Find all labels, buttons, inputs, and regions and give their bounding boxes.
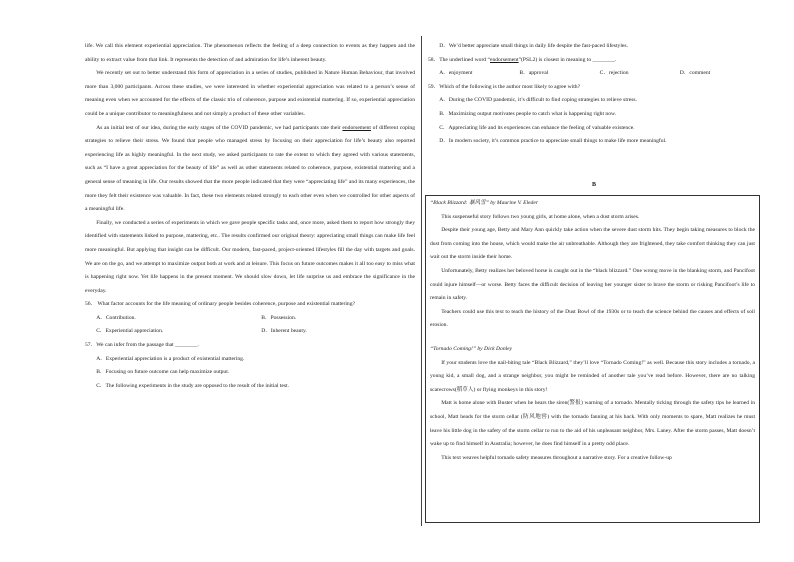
question-56-stem: 56． What factor accounts for the life meaning of ordinary people besides coherence, purpose and existential mattering? — [85, 301, 356, 308]
book-2-paragraph-3: This text weaves helpful tornado safety measures throughout a narrative story. For a creative follow-up — [441, 454, 672, 461]
underlined-word: endorsement — [342, 124, 371, 131]
passage-paragraph-3 — [85, 122, 415, 217]
spacer — [430, 333, 755, 343]
book-2-paragraph-1: If your students love the nail-biting tale “Black Blizzard,” they’ll love “Tornado Coming!” as well. Because this story includes a tornado, a young kid, a small dog, and a strange neighbor, you might be reminded of another tale you’ve read before. However, there are no talking scarecrows(稻草人) or flying monkeys in this story! — [430, 359, 755, 393]
paragraph-3-rest: of different coping strategies to relieve their stress. We found that people who managed stress by focusing on their appreciation for life’s beauty also reported experiencing life as highly meaningful. In the next study, we asked participants to rate the extent to which they agreed with various statements, such as “I have a great appreciation for the beauty of life” as well as other statements related to coherence, purpose, existential mattering and a general sense of meaning in life. Our results showed that the more people indicated that they were “appreciating life” and its many experiences, the more they felt their existence was valuable. In fact, these two elements related strongly to each other even when we controlled for other aspects of a meaningful life. — [85, 124, 416, 213]
question-59-option-d[interactable]: D．In modern society, it’s common practice to appreciate small things to make life more meaningful. — [439, 138, 667, 145]
section-label: B — [591, 182, 596, 188]
question-56-option-c[interactable]: C．Experiential appreciation. — [96, 328, 164, 335]
book-1-paragraph-3: Unfortunately, Betty realizes her beloved horse is caught out in the “black blizzard.” One wrong move in the blanking storm, and Pancifoot could injure himself—or worse. Betty faces the difficult decision of leaving her younger sister to brave the storm or risking Pancifoot’s life to remain in safety. — [430, 267, 755, 302]
question-58-option-b[interactable]: B．approval — [519, 70, 549, 77]
left-column — [85, 40, 415, 393]
column-separator — [421, 36, 422, 526]
question-57-option-a[interactable]: A．Experiential appreciation is a product of existential mattering. — [96, 355, 245, 362]
question-58-stem — [428, 54, 760, 68]
passage-paragraph-4: Finally, we conducted a series of experiments in which we gave people specific tasks and, once more, asked them to report how strongly they identified with statements linked to purpose, mattering, etc.. The results confirmed our original theory: appreciating small things can make life feel more meaningful. But applying that insight can be difficult. Our modern, fast-paced, project-oriented lifestyles fill the day with targets and goals. We are on the go, and we attempt to maximize output both at work and at leisure. This focus on future outcomes makes it all too easy to miss what is happening right now. Yet life happens in the present moment. We should slow down, let life surprise us and embrace the significance in the everyday. — [85, 219, 415, 294]
right-column — [428, 40, 760, 149]
question-57-stem: 57．We can infer from the passage that ________. — [85, 342, 199, 349]
paragraph-3-start: As an initial test of our idea, during the early stages of the COVID pandemic, we had participants rate their — [96, 124, 343, 131]
question-58-stem-start: 58．The underlined word “ — [428, 56, 490, 63]
book-1-title: “Black Blizzard: 暴风雪” by Maurine V. Eleder — [430, 200, 538, 206]
book-2-paragraph-2: Matt is home alone with Buster when he hears the siren(警报) warning of a tornado. Mentally ticking through the safety tips he learned in school, Matt heads for the storm cellar (防风地窖) with the tornado fanning at his back. With only moments to spare, Matt realizes he must leave his little dog in the safety of the storm cellar to run to the aid of his unpleasant neighbor, Mrs. Laney. After the storm passes, Matt doesn’t wake up to find himself in Australia; however, he does find himself in a pretty odd place. — [430, 400, 755, 448]
question-56-option-a[interactable]: A．Contribution. — [96, 314, 136, 321]
question-58-option-a[interactable]: A．enjoyment — [439, 70, 473, 77]
question-59-stem: 59．Which of the following is the author most likely to agree with? — [428, 83, 581, 90]
question-56-options-row-1 — [85, 312, 415, 326]
question-56-option-d[interactable]: D．Inherent beauty. — [261, 328, 307, 335]
question-58-option-c[interactable]: C．rejection — [599, 70, 629, 77]
question-58-stem-end: ”(PSL2) is closest in meaning to ________. — [518, 56, 617, 63]
question-58-underlined-word: endorsement — [489, 56, 519, 63]
question-59-option-c[interactable]: C．Appreciating life and its experiences can enhance the feeling of valuable existence. — [439, 124, 635, 131]
question-57-option-c[interactable]: C．The following experiments in the study are opposed to the result of the initial test. — [96, 382, 289, 389]
passage-paragraph-2: We recently set out to better understand this form of appreciation in a series of studies, published in Nature Human Behaviour, that involved more than 3,000 participants. Across these studies, we were interested in whether experiential appreciation was related to a person’s sense of meaning even when we accounted for the effects of the classic trio of coherence, purpose and existential mattering. If so, experiential appreciation could be a unique contributor to meaningfulness and not simply a product of these other variables. — [85, 70, 415, 117]
book-1-paragraph-4: Teachers could use this text to teach the history of the Dust Bowl of the 1930s or to teach the science behind the causes and effects of soil erosion. — [430, 308, 755, 329]
question-59-option-b[interactable]: B．Maximizing output motivates people to catch what is happening right now. — [439, 110, 617, 117]
question-57-option-b[interactable]: B．Focusing on future outcome can help maximize output. — [96, 369, 230, 376]
passage-paragraph-1: life. We call this element experiential appreciation. The phenomenon reflects the feeling of a deep connection to events as they happen and the ability to extract value from that link. It represents the detection of and admiration for life’s inherent beauty. — [85, 43, 415, 63]
question-59-option-a[interactable]: A．During the COVID pandemic, it’s difficult to find coping strategies to relieve stress. — [439, 97, 638, 104]
book-1-paragraph-1: This suspenseful story follows two young girls, at home alone, when a dust storm arises. — [441, 213, 640, 220]
question-58-options — [428, 67, 760, 81]
question-57-option-d[interactable]: D．We’d better appreciate small things in daily life despite the fast-paced lifestyles. — [439, 43, 628, 49]
passage-b-box — [425, 195, 760, 523]
question-56-options-row-2 — [85, 325, 415, 339]
book-2-title: “Tornado Coming!” by Dick Donley — [430, 345, 513, 352]
question-58-option-d[interactable]: D．comment — [679, 70, 711, 77]
book-1-paragraph-2: Despite their young age, Betty and Mary Ann quickly take action when the severe dust storm hits. They begin taking measures to block the dust from coming into the house, which would make the air unbreathable. Although they are frightened, they take comfort thinking they can just wait out the storm inside their home. — [430, 227, 755, 261]
question-56-option-b[interactable]: B．Possession. — [261, 314, 297, 321]
